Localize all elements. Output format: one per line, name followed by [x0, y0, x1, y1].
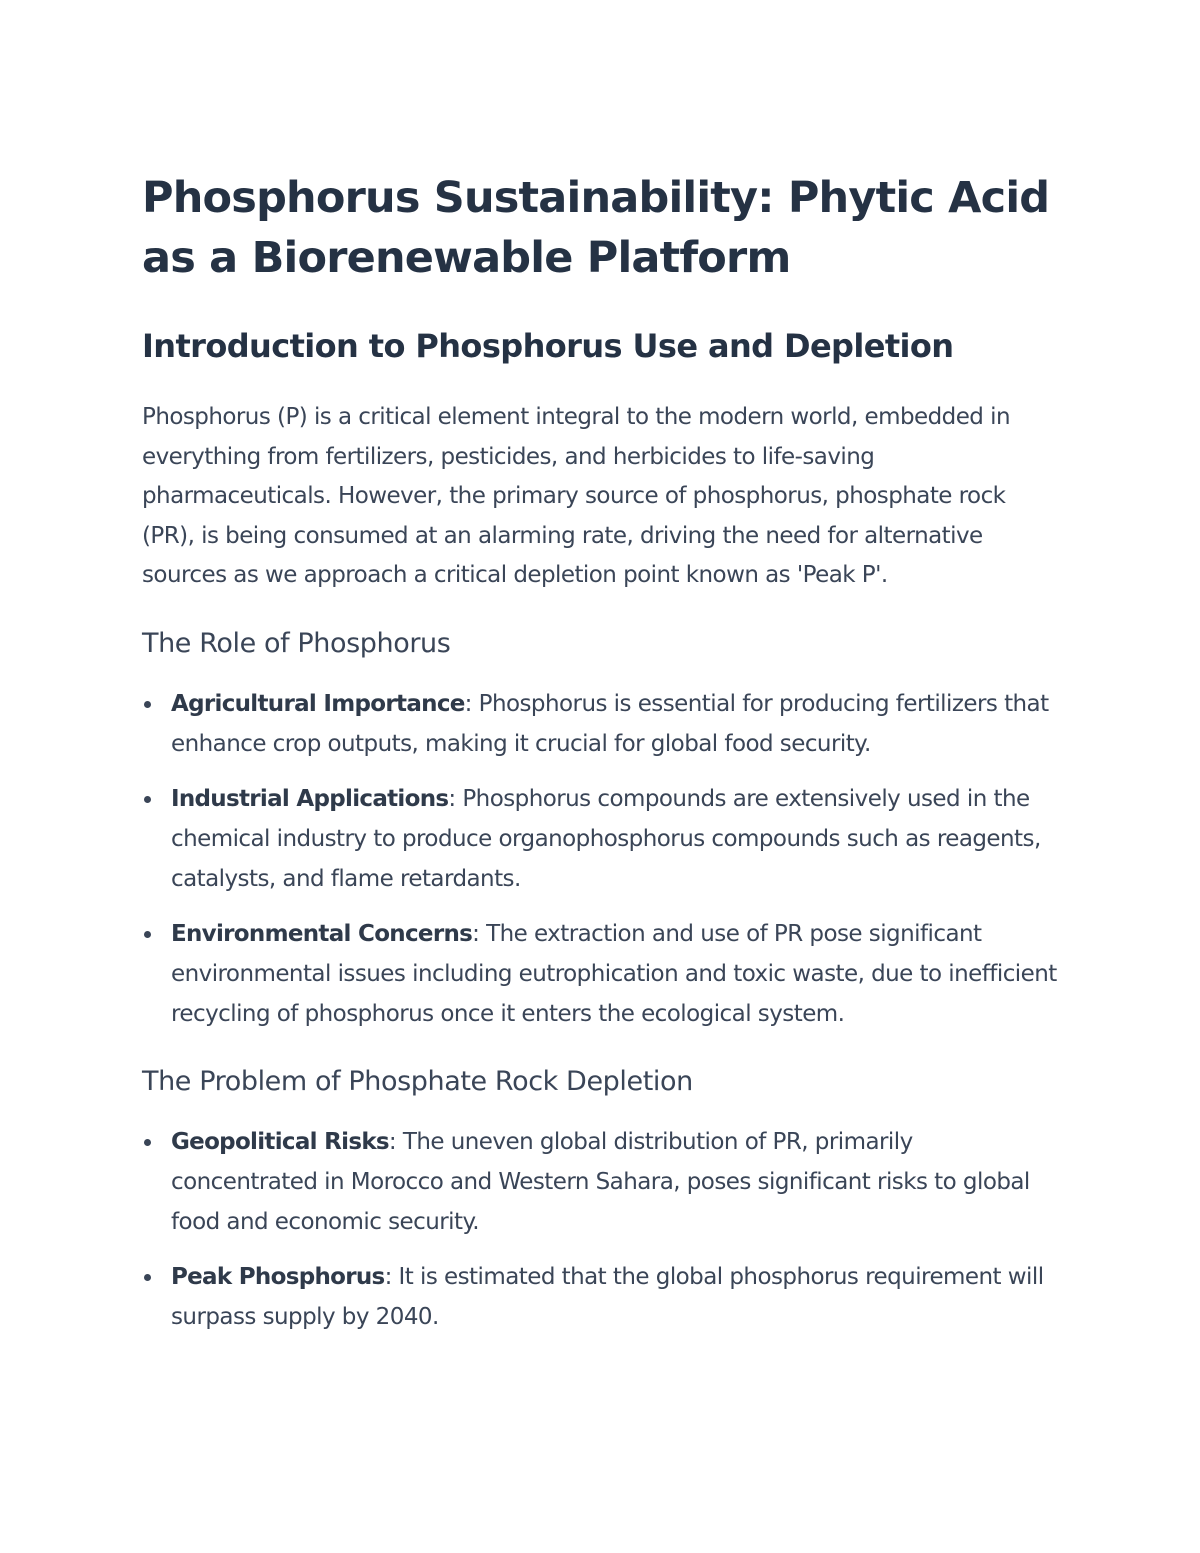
subsection-heading: The Problem of Phosphate Rock Depletion	[142, 1065, 693, 1097]
bullet-list	[142, 1122, 1058, 1337]
list-item-text: : It is estimated that the global phosphorus requirement will surpass supply by 2040.	[171, 1263, 1044, 1330]
bullet-icon	[144, 701, 151, 708]
list-item-term: Industrial Applications	[171, 785, 449, 812]
bullet-icon	[144, 796, 151, 803]
list-item-text: : Phosphorus is essential for producing fertilizers that enhance crop outputs, making it crucial for global food security.	[171, 690, 1049, 757]
list-item	[142, 779, 1058, 899]
document-page	[142, 168, 1058, 1337]
list-item-term: Environmental Concerns	[171, 920, 473, 947]
list-item	[142, 684, 1058, 764]
list-item-term: Agricultural Importance	[171, 690, 465, 717]
intro-paragraph: Phosphorus (P) is a critical element integral to the modern world, embedded in everything from fertilizers, pesticides, and herbicides to life-saving pharmaceuticals. However, the primary source of phosphorus, phosphate rock (PR), is being consumed at an alarming rate, driving the need for alternative sources as we approach a critical depletion point known as 'Peak P'.	[142, 404, 1010, 588]
subsection-role-of-phosphorus	[142, 624, 1058, 1034]
subsection-phosphate-rock-depletion	[142, 1062, 1058, 1337]
section-heading: Introduction to Phosphorus Use and Depletion	[142, 327, 954, 365]
list-item-term: Geopolitical Risks	[171, 1128, 389, 1155]
bullet-icon	[144, 1274, 151, 1281]
bullet-icon	[144, 931, 151, 938]
bullet-list	[142, 684, 1058, 1034]
list-item-text: : The uneven global distribution of PR, primarily concentrated in Morocco and Western Sahara, poses significant risks to global food and economic security.	[171, 1128, 1030, 1235]
bullet-icon	[144, 1139, 151, 1146]
list-item-text: : Phosphorus compounds are extensively used in the chemical industry to produce organophosphorus compounds such as reagents, catalysts, and flame retardants.	[171, 785, 1041, 892]
document-title: Phosphorus Sustainability: Phytic Acid as a Biorenewable Platform	[142, 173, 1050, 283]
list-item	[142, 1122, 1058, 1242]
subsection-heading: The Role of Phosphorus	[142, 627, 451, 659]
list-item-term: Peak Phosphorus	[171, 1263, 385, 1290]
list-item	[142, 1257, 1058, 1337]
list-item-text: : The extraction and use of PR pose significant environmental issues including eutrophication and toxic waste, due to inefficient recycling of phosphorus once it enters the ecological system.	[171, 920, 1057, 1027]
list-item	[142, 914, 1058, 1034]
